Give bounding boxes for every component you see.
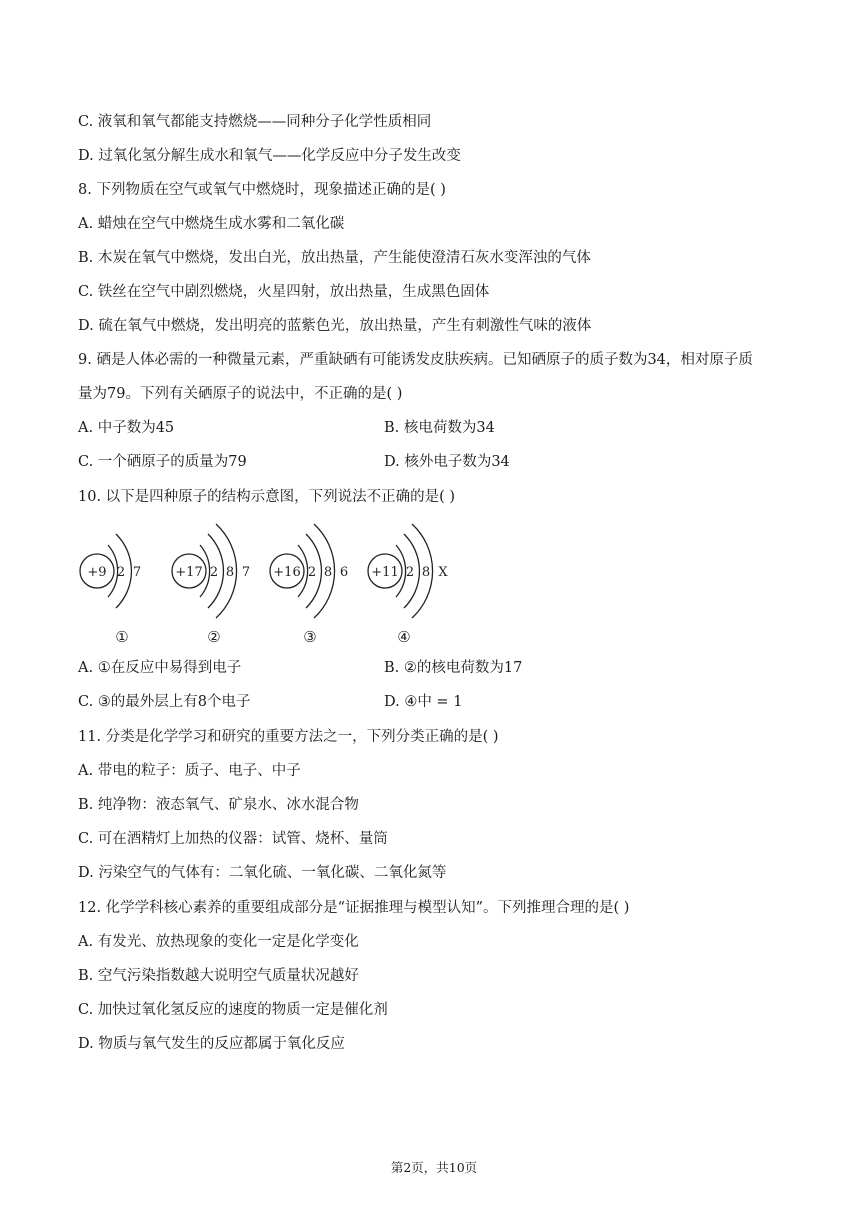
atom-4-shell-3: X bbox=[438, 565, 448, 580]
q12-option-b: B. 空气污染指数越大说明空气质量状况越好 bbox=[78, 968, 359, 984]
atom-2-nucleus: +17 bbox=[175, 565, 203, 580]
atom-3-label: ③ bbox=[303, 628, 317, 646]
q10-option-c: C. ③的最外层上有8个电子 bbox=[78, 694, 251, 710]
atom-1-nucleus: +9 bbox=[87, 565, 107, 580]
atom-structure-diagrams bbox=[0, 512, 868, 662]
q9-option-b: B. 核电荷数为34 bbox=[384, 420, 495, 436]
atom-1-shell-2: 7 bbox=[132, 565, 142, 580]
atom-4-shell-2: 8 bbox=[421, 565, 431, 580]
question-d: D. 过氧化氢分解生成水和氧气——化学反应中分子发生改变 bbox=[78, 148, 461, 164]
atom-4-shell-1: 2 bbox=[405, 565, 415, 580]
atom-3-shell-2: 8 bbox=[323, 565, 333, 580]
atom-1-shell-1: 2 bbox=[116, 565, 126, 580]
question-9-stem-line2: 量为79。下列有关硒原子的说法中，不正确的是( ) bbox=[78, 386, 403, 402]
atom-1-label: ① bbox=[115, 628, 129, 646]
q9-option-c: C. 一个硒原子的质量为79 bbox=[78, 454, 247, 470]
atom-2-shell-2: 8 bbox=[225, 565, 235, 580]
question-8-stem: 8. 下列物质在空气或氧气中燃烧时，现象描述正确的是( ) bbox=[78, 182, 446, 198]
question-c: C. 液氧和氧气都能支持燃烧——同种分子化学性质相同 bbox=[78, 114, 432, 130]
q8-option-d: D. 硫在氧气中燃烧，发出明亮的蓝紫色光，放出热量，产生有刺激性气味的液体 bbox=[78, 318, 592, 334]
atom-2-label: ② bbox=[207, 628, 221, 646]
q10-option-d: D. ④中 = 1 bbox=[384, 694, 463, 710]
page-footer: 第2页，共10页 bbox=[390, 1160, 478, 1175]
atom-3-shell-3: 6 bbox=[339, 565, 349, 580]
question-12-stem: 12. 化学学科核心素养的重要组成部分是“证据推理与模型认知”。下列推理合理的是( ) bbox=[78, 900, 630, 916]
atom-4-nucleus: +11 bbox=[371, 565, 399, 580]
atom-3-nucleus: +16 bbox=[273, 565, 301, 580]
q12-option-d: D. 物质与氧气发生的反应都属于氧化反应 bbox=[78, 1036, 345, 1052]
q12-option-c: C. 加快过氧化氢反应的速度的物质一定是催化剂 bbox=[78, 1002, 388, 1018]
q11-option-d: D. 污染空气的气体有：二氧化硫、一氧化碳、二氧化氮等 bbox=[78, 865, 447, 881]
q10-option-a: A. ①在反应中易得到电子 bbox=[78, 660, 242, 676]
q9-option-a: A. 中子数为45 bbox=[78, 420, 175, 436]
q12-option-a: A. 有发光、放热现象的变化一定是化学变化 bbox=[78, 934, 359, 950]
q8-option-c: C. 铁丝在空气中剧烈燃烧，火星四射，放出热量，生成黑色固体 bbox=[78, 284, 490, 300]
question-9-stem-line1: 9. 硒是人体必需的一种微量元素，严重缺硒有可能诱发皮肤疾病。已知硒原子的质子数为34，相对原子质 bbox=[78, 352, 753, 368]
q10-option-b: B. ②的核电荷数为17 bbox=[384, 660, 523, 676]
q11-option-c: C. 可在酒精灯上加热的仪器：试管、烧杯、量筒 bbox=[78, 831, 388, 847]
q11-option-a: A. 带电的粒子：质子、电子、中子 bbox=[78, 763, 301, 779]
q11-option-b: B. 纯净物：液态氧气、矿泉水、冰水混合物 bbox=[78, 797, 359, 813]
q8-option-a: A. 蜡烛在空气中燃烧生成水雾和二氧化碳 bbox=[78, 216, 345, 232]
atom-4-label: ④ bbox=[397, 628, 411, 646]
q8-option-b: B. 木炭在氧气中燃烧，发出白光，放出热量，产生能使澄清石灰水变浑浊的气体 bbox=[78, 250, 591, 266]
atom-3-shell-1: 2 bbox=[307, 565, 317, 580]
atom-2-shell-3: 7 bbox=[241, 565, 251, 580]
question-11-stem: 11. 分类是化学学习和研究的重要方法之一，下列分类正确的是( ) bbox=[78, 729, 499, 745]
q9-option-d: D. 核外电子数为34 bbox=[384, 454, 510, 470]
question-10-stem: 10. 以下是四种原子的结构示意图，下列说法不正确的是( ) bbox=[78, 489, 456, 505]
atom-2-shell-1: 2 bbox=[209, 565, 219, 580]
